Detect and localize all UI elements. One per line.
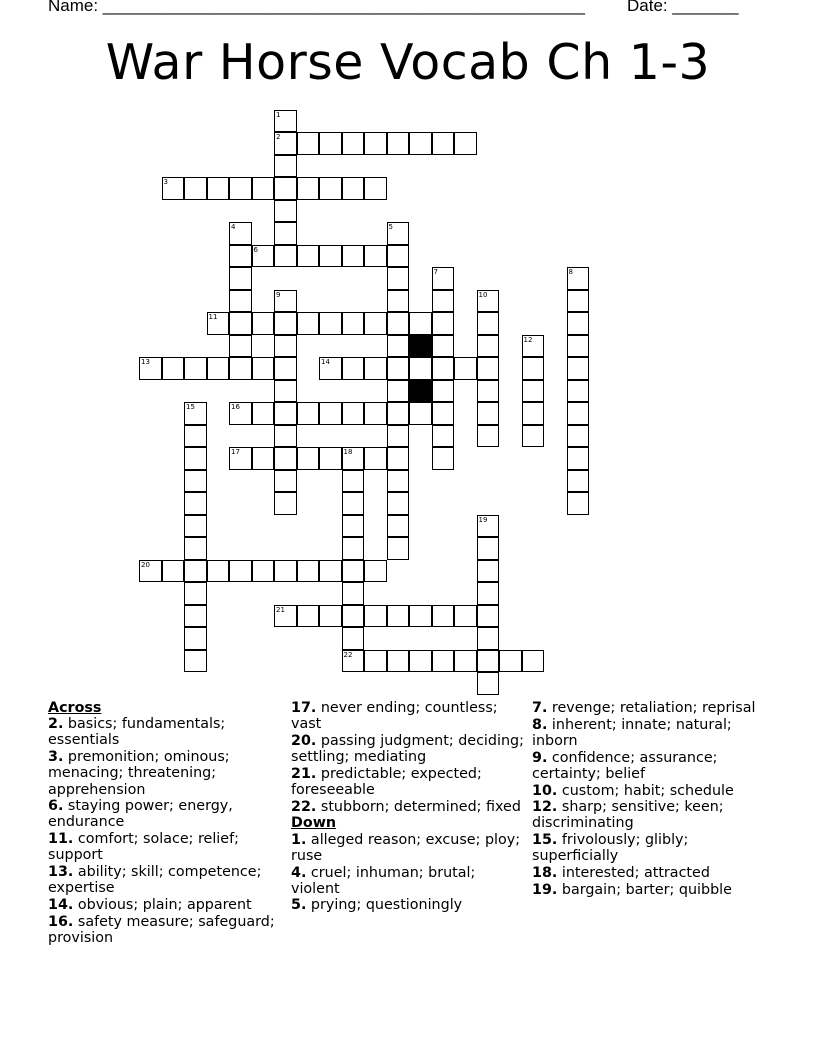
grid-cell[interactable] <box>364 357 387 380</box>
grid-cell[interactable] <box>477 380 500 403</box>
clue-number: 8 <box>568 268 573 276</box>
down-clue-list <box>291 832 527 914</box>
grid-cell[interactable] <box>184 425 207 448</box>
grid-cell[interactable] <box>387 245 410 268</box>
grid-cell[interactable] <box>342 582 365 605</box>
grid-cell[interactable] <box>342 650 365 673</box>
clue-number: 15 <box>186 403 195 411</box>
grid-cell[interactable] <box>409 312 432 335</box>
grid-cell[interactable] <box>364 447 387 470</box>
grid-cell[interactable] <box>252 357 275 380</box>
clue-item-text: sharp; sensitive; keen; discriminating <box>532 799 724 832</box>
grid-cell[interactable] <box>297 560 320 583</box>
grid-cell[interactable] <box>387 515 410 538</box>
clue-number: 11 <box>208 313 218 321</box>
grid-cell[interactable] <box>297 605 320 628</box>
grid-cell[interactable] <box>252 312 275 335</box>
grid-cell[interactable] <box>274 245 297 268</box>
clue-item-text: prying; questioningly <box>306 897 463 914</box>
grid-cell[interactable] <box>364 312 387 335</box>
grid-cell[interactable] <box>454 357 477 380</box>
grid-cell[interactable] <box>274 447 297 470</box>
clue-item <box>532 717 772 749</box>
grid-cell[interactable] <box>229 245 252 268</box>
clue-item <box>291 700 527 732</box>
clue-number: 16 <box>231 403 240 411</box>
clue-item <box>48 716 284 748</box>
grid-cell[interactable] <box>184 650 207 673</box>
grid-cell[interactable] <box>409 357 432 380</box>
grid-cell[interactable] <box>297 177 320 200</box>
grid-cell[interactable] <box>477 650 500 673</box>
grid-cell[interactable] <box>409 132 432 155</box>
grid-cell[interactable] <box>387 222 410 245</box>
grid-cell[interactable] <box>454 132 477 155</box>
grid-cell[interactable] <box>229 335 252 358</box>
grid-cell[interactable] <box>274 380 297 403</box>
grid-cell[interactable] <box>477 312 500 335</box>
grid-cell[interactable] <box>207 560 230 583</box>
grid-cell[interactable] <box>184 357 207 380</box>
grid-cell[interactable] <box>432 380 455 403</box>
grid-cell[interactable] <box>387 605 410 628</box>
grid-cell[interactable] <box>342 132 365 155</box>
grid-cell[interactable] <box>477 290 500 313</box>
grid-cell[interactable] <box>319 312 342 335</box>
clue-number: 17 <box>231 448 240 456</box>
grid-cell[interactable] <box>522 650 545 673</box>
clue-item-number: 9. <box>532 749 548 766</box>
grid-cell[interactable] <box>184 627 207 650</box>
clue-item-text: basics; fundamentals; essentials <box>48 716 226 749</box>
grid-cell[interactable] <box>162 560 185 583</box>
clue-item-number: 12. <box>532 799 558 816</box>
grid-cell[interactable] <box>567 312 590 335</box>
grid-cell[interactable] <box>207 177 230 200</box>
clue-number: 19 <box>478 515 488 524</box>
grid-cell[interactable] <box>184 605 207 628</box>
grid-cell[interactable] <box>364 402 387 425</box>
grid-cell[interactable] <box>319 447 342 470</box>
clue-item-text: frivolously; glibly; superficially <box>532 832 689 865</box>
grid-cell[interactable] <box>184 515 207 538</box>
grid-cell[interactable] <box>274 492 297 515</box>
grid-cell[interactable] <box>387 312 410 335</box>
grid-cell[interactable] <box>522 402 545 425</box>
across-heading: Across <box>48 700 102 716</box>
grid-cell[interactable] <box>274 470 297 493</box>
clue-item-number: 8. <box>532 716 548 733</box>
clue-item-number: 22. <box>291 798 317 815</box>
clue-item-number: 7. <box>532 700 548 716</box>
grid-cell[interactable] <box>139 560 162 583</box>
grid-cell[interactable] <box>567 335 590 358</box>
grid-cell[interactable] <box>229 560 252 583</box>
grid-cell[interactable] <box>342 492 365 515</box>
across-clue-list <box>48 716 284 946</box>
grid-cell[interactable] <box>297 312 320 335</box>
clue-item <box>532 700 772 716</box>
grid-cell[interactable] <box>522 380 545 403</box>
grid-cell[interactable] <box>477 402 500 425</box>
grid-cell[interactable] <box>364 245 387 268</box>
clue-number: 21 <box>276 605 285 614</box>
clue-number: 3 <box>163 178 168 186</box>
clue-item <box>291 733 527 765</box>
grid-cell[interactable] <box>432 267 455 290</box>
down-clue-list-continued <box>532 700 772 898</box>
clue-number: 2 <box>276 133 281 141</box>
grid-cell[interactable] <box>409 650 432 673</box>
grid-cell[interactable] <box>387 267 410 290</box>
grid-cell[interactable] <box>477 627 500 650</box>
clue-number: 13 <box>141 358 150 366</box>
puzzle-title: War Horse Vocab Ch 1-3 <box>105 34 711 91</box>
grid-cell[interactable] <box>274 132 297 155</box>
clue-item-number: 6. <box>48 798 64 815</box>
grid-cell[interactable] <box>319 177 342 200</box>
grid-cell[interactable] <box>364 605 387 628</box>
grid-cell[interactable] <box>567 380 590 403</box>
clue-number: 20 <box>141 560 150 569</box>
grid-cell[interactable] <box>522 425 545 448</box>
grid-cell[interactable] <box>184 402 207 425</box>
grid-cell[interactable] <box>387 650 410 673</box>
grid-cell[interactable] <box>567 470 590 493</box>
clue-item <box>48 864 284 896</box>
clue-item-number: 14. <box>48 896 74 913</box>
clue-item-text: bargain; barter; quibble <box>557 881 732 898</box>
clue-item-number: 11. <box>48 831 74 848</box>
grid-cell[interactable] <box>432 312 455 335</box>
grid-cell[interactable] <box>252 245 275 268</box>
grid-cell[interactable] <box>432 132 455 155</box>
grid-cell[interactable] <box>297 447 320 470</box>
grid-block <box>409 335 432 358</box>
grid-cell[interactable] <box>477 357 500 380</box>
clue-number: 7 <box>433 268 438 276</box>
clue-item <box>48 749 284 798</box>
grid-cell[interactable] <box>184 492 207 515</box>
clue-item-text: custom; habit; schedule <box>557 782 734 799</box>
clue-item <box>291 865 527 897</box>
grid-cell[interactable] <box>319 605 342 628</box>
grid-cell[interactable] <box>342 312 365 335</box>
grid-cell[interactable] <box>567 267 590 290</box>
grid-cell[interactable] <box>252 447 275 470</box>
clue-item-number: 17. <box>291 700 317 716</box>
grid-cell[interactable] <box>319 402 342 425</box>
grid-cell[interactable] <box>342 605 365 628</box>
grid-cell[interactable] <box>297 402 320 425</box>
grid-cell[interactable] <box>274 425 297 448</box>
clue-item-text: safety measure; safeguard; provision <box>48 913 275 946</box>
grid-cell[interactable] <box>252 402 275 425</box>
clue-item-number: 16. <box>48 913 74 930</box>
grid-cell[interactable] <box>342 402 365 425</box>
name-blank[interactable]: ___________________________________________________ <box>102 0 585 15</box>
grid-cell[interactable] <box>477 605 500 628</box>
clue-number: 14 <box>321 358 330 366</box>
grid-cell[interactable] <box>387 402 410 425</box>
clue-item-text: passing judgment; deciding; settling; mediating <box>291 732 524 766</box>
grid-cell[interactable] <box>387 447 410 470</box>
grid-cell[interactable] <box>387 132 410 155</box>
clue-item <box>532 832 772 864</box>
grid-cell[interactable] <box>274 200 297 223</box>
grid-cell[interactable] <box>432 402 455 425</box>
clue-item <box>48 831 284 863</box>
grid-cell[interactable] <box>274 290 297 313</box>
clue-number: 10 <box>478 290 488 299</box>
grid-cell[interactable] <box>229 222 252 245</box>
clue-item-text: premonition; ominous; menacing; threatening; apprehension <box>48 749 230 798</box>
clue-item <box>48 798 284 830</box>
grid-cell[interactable] <box>567 425 590 448</box>
grid-cell[interactable] <box>207 312 230 335</box>
clue-item-number: 20. <box>291 732 317 749</box>
grid-cell[interactable] <box>184 560 207 583</box>
grid-cell[interactable] <box>477 515 500 538</box>
clue-column-3 <box>532 700 772 898</box>
grid-cell[interactable] <box>229 267 252 290</box>
clue-item-text: cruel; inhuman; brutal; violent <box>291 864 476 897</box>
grid-cell[interactable] <box>387 537 410 560</box>
grid-cell[interactable] <box>477 425 500 448</box>
clue-item <box>291 799 527 815</box>
grid-cell[interactable] <box>184 470 207 493</box>
clue-item-text: staying power; energy, endurance <box>48 798 233 831</box>
grid-cell[interactable] <box>319 132 342 155</box>
grid-cell[interactable] <box>319 245 342 268</box>
across-clue-list-continued <box>291 700 527 815</box>
grid-cell[interactable] <box>387 380 410 403</box>
grid-cell[interactable] <box>454 650 477 673</box>
grid-cell[interactable] <box>567 402 590 425</box>
grid-cell[interactable] <box>139 357 162 380</box>
grid-cell[interactable] <box>454 605 477 628</box>
grid-cell[interactable] <box>364 560 387 583</box>
grid-cell[interactable] <box>274 155 297 178</box>
grid-cell[interactable] <box>184 177 207 200</box>
grid-cell[interactable] <box>274 402 297 425</box>
clue-item <box>532 799 772 831</box>
grid-cell[interactable] <box>342 515 365 538</box>
clue-item-number: 2. <box>48 716 64 733</box>
grid-cell[interactable] <box>432 290 455 313</box>
clue-item <box>291 897 527 913</box>
date-blank[interactable]: _______ <box>672 0 739 15</box>
name-label: Name: <box>48 0 103 15</box>
clue-item-text: stubborn; determined; fixed <box>316 798 521 815</box>
clue-item <box>532 865 772 881</box>
clue-item-text: alleged reason; excuse; ploy; ruse <box>291 831 521 864</box>
clue-item-number: 3. <box>48 749 64 766</box>
clue-item-text: obvious; plain; apparent <box>73 896 252 913</box>
grid-cell[interactable] <box>184 582 207 605</box>
clue-item <box>532 882 772 898</box>
grid-cell[interactable] <box>184 447 207 470</box>
grid-cell[interactable] <box>162 177 185 200</box>
grid-cell[interactable] <box>229 177 252 200</box>
grid-cell[interactable] <box>274 560 297 583</box>
grid-cell[interactable] <box>567 290 590 313</box>
grid-cell[interactable] <box>387 470 410 493</box>
grid-cell[interactable] <box>274 110 297 133</box>
grid-cell[interactable] <box>387 357 410 380</box>
grid-cell[interactable] <box>364 177 387 200</box>
grid-cell[interactable] <box>274 605 297 628</box>
clue-column-1 <box>48 700 284 947</box>
clue-item-number: 1. <box>291 831 307 848</box>
grid-cell[interactable] <box>297 245 320 268</box>
grid-cell[interactable] <box>342 537 365 560</box>
grid-cell[interactable] <box>432 425 455 448</box>
grid-cell[interactable] <box>207 357 230 380</box>
clue-item-number: 15. <box>532 832 558 849</box>
grid-cell[interactable] <box>567 357 590 380</box>
clue-item-text: never ending; countless; vast <box>291 700 498 733</box>
clue-item-text: confidence; assurance; certainty; belief <box>532 749 718 782</box>
clue-number: 5 <box>388 223 393 231</box>
grid-cell[interactable] <box>522 357 545 380</box>
grid-cell[interactable] <box>274 312 297 335</box>
date-label: Date: <box>627 0 673 15</box>
grid-cell[interactable] <box>274 222 297 245</box>
grid-cell[interactable] <box>499 650 522 673</box>
grid-cell[interactable] <box>184 537 207 560</box>
clue-item-text: inherent; innate; natural; inborn <box>532 716 732 749</box>
grid-cell[interactable] <box>229 312 252 335</box>
grid-cell[interactable] <box>274 335 297 358</box>
clue-item-number: 10. <box>532 782 558 799</box>
clue-number: 6 <box>253 245 258 254</box>
grid-cell[interactable] <box>477 672 500 695</box>
clue-item <box>48 914 284 946</box>
grid-cell[interactable] <box>567 492 590 515</box>
grid-cell[interactable] <box>342 627 365 650</box>
clue-item <box>48 897 284 913</box>
clue-number: 9 <box>276 290 281 299</box>
clue-column-2 <box>291 700 527 914</box>
grid-block <box>409 380 432 403</box>
grid-cell[interactable] <box>387 425 410 448</box>
grid-cell[interactable] <box>162 357 185 380</box>
clue-item-text: ability; skill; competence; expertise <box>48 864 262 897</box>
clue-item-number: 19. <box>532 881 558 898</box>
clue-number: 18 <box>343 448 353 456</box>
grid-cell[interactable] <box>387 335 410 358</box>
clue-item-number: 5. <box>291 897 307 914</box>
grid-cell[interactable] <box>297 132 320 155</box>
grid-cell[interactable] <box>432 335 455 358</box>
grid-cell[interactable] <box>387 290 410 313</box>
clue-number: 22 <box>343 650 353 659</box>
grid-cell[interactable] <box>522 335 545 358</box>
grid-cell[interactable] <box>229 402 252 425</box>
clue-number: 12 <box>523 335 533 344</box>
grid-cell[interactable] <box>319 560 342 583</box>
clue-item <box>532 783 772 799</box>
grid-cell[interactable] <box>319 357 342 380</box>
grid-cell[interactable] <box>409 605 432 628</box>
clue-item-number: 21. <box>291 765 317 782</box>
grid-cell[interactable] <box>342 357 365 380</box>
grid-cell[interactable] <box>252 560 275 583</box>
grid-cell[interactable] <box>387 492 410 515</box>
clue-number: 4 <box>231 223 236 231</box>
clue-item <box>532 750 772 782</box>
grid-cell[interactable] <box>364 132 387 155</box>
grid-cell[interactable] <box>229 447 252 470</box>
grid-cell[interactable] <box>477 537 500 560</box>
grid-cell[interactable] <box>477 582 500 605</box>
grid-cell[interactable] <box>477 560 500 583</box>
grid-cell[interactable] <box>432 605 455 628</box>
clue-item-text: revenge; retaliation; reprisal <box>547 700 756 716</box>
clue-item <box>291 766 527 798</box>
grid-cell[interactable] <box>432 357 455 380</box>
clue-item <box>291 832 527 864</box>
grid-cell[interactable] <box>252 177 275 200</box>
grid-cell[interactable] <box>342 470 365 493</box>
down-heading: Down <box>291 815 337 832</box>
clue-number: 1 <box>276 110 281 119</box>
clue-item-text: comfort; solace; relief; support <box>48 831 239 864</box>
grid-cell[interactable] <box>342 447 365 470</box>
grid-cell[interactable] <box>229 290 252 313</box>
grid-cell[interactable] <box>342 177 365 200</box>
grid-cell[interactable] <box>274 177 297 200</box>
grid-cell[interactable] <box>432 650 455 673</box>
grid-cell[interactable] <box>274 357 297 380</box>
grid-cell[interactable] <box>477 335 500 358</box>
clue-item-number: 13. <box>48 864 74 881</box>
clue-item-text: predictable; expected; foreseeable <box>291 765 482 799</box>
clue-item-number: 18. <box>532 865 558 882</box>
grid-cell[interactable] <box>409 402 432 425</box>
grid-cell[interactable] <box>342 245 365 268</box>
grid-cell[interactable] <box>432 447 455 470</box>
grid-cell[interactable] <box>229 357 252 380</box>
clue-item-text: interested; attracted <box>557 865 710 882</box>
grid-cell[interactable] <box>364 650 387 673</box>
clue-item-number: 4. <box>291 864 307 881</box>
grid-cell[interactable] <box>567 447 590 470</box>
grid-cell[interactable] <box>342 560 365 583</box>
